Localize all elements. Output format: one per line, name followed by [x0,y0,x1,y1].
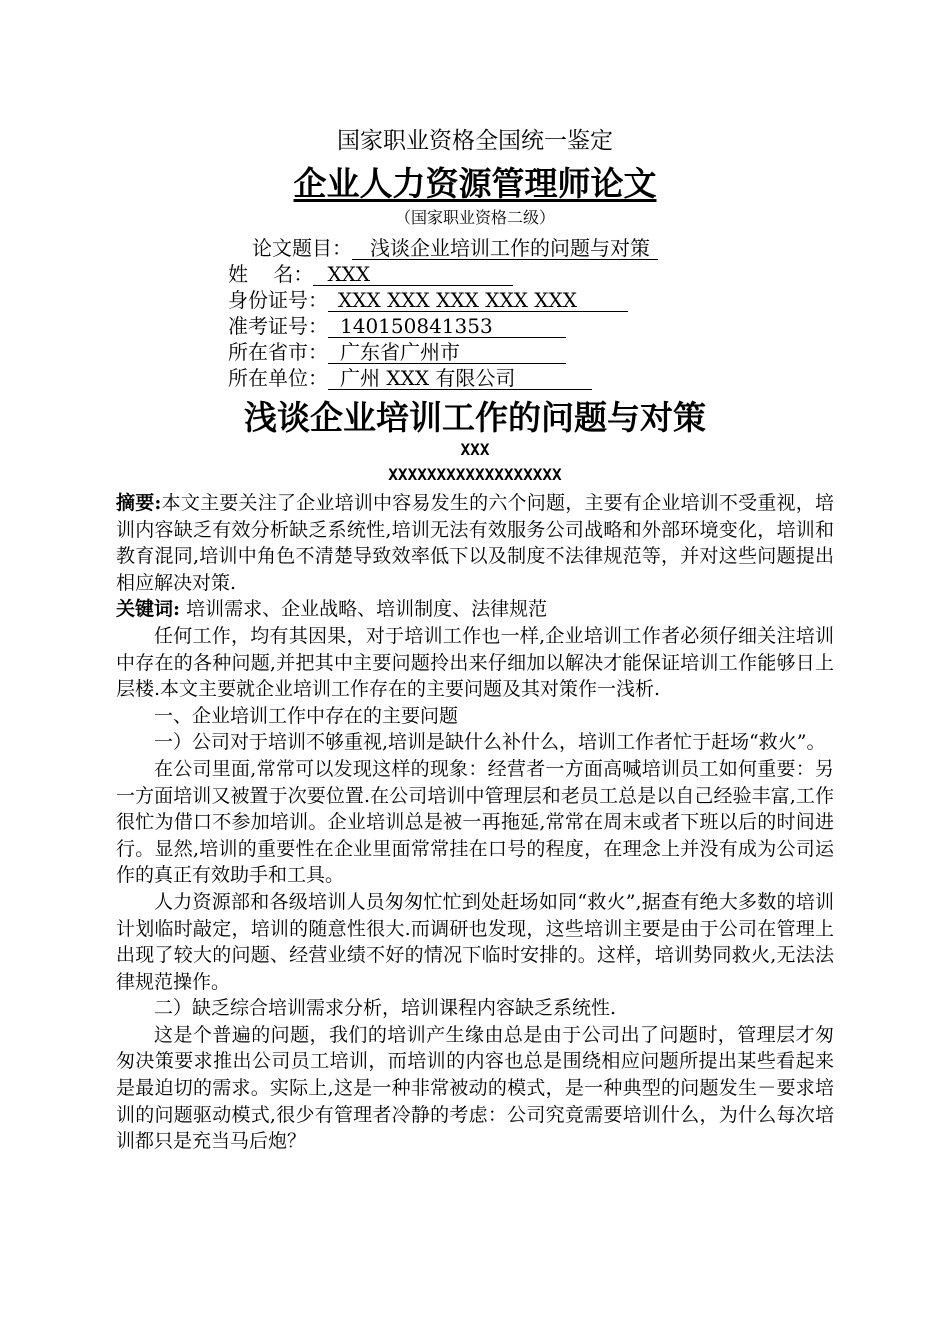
unit-value: 广州 XXX 有限公司 [328,367,592,390]
topic-field [252,232,658,261]
topic-label: 论文题目： [252,236,352,260]
exam-number-label: 准考证号： [228,314,328,338]
province-value: 广东省广州市 [328,341,566,364]
name-label: 姓 名： [228,262,314,286]
paragraph: 在公司里面,常常可以发现这样的现象：经营者一方面高喊培训员工如何重要：另一方面培训又被置于次要位置.在公司培训中管理层和老员工总是以自己经验丰富,工作很忙为借口不参加培训。企业培训总是被一再拖延,常常在周末或者下班以后的时间进行。显然,培训的重要性在企业里面常常挂在口号的程度，在理念上并没有成为公司运作的真正有效助手和工具。 [116,757,834,887]
name-value: XXX [313,263,513,286]
abstract-text: 本文主要关注了企业培训中容易发生的六个问题，主要有企业培训不受重视，培训内容缺乏有效分析缺乏系统性,培训无法有效服务公司战略和外部环境变化，培训和教育混同,培训中角色不清楚导致效率低下以及制度不法律规范等，并对这些问题提出相应解决对策. [116,492,834,594]
document-title-text: 企业人力资源管理师论文 [293,164,657,203]
paper-affiliation: XXXXXXXXXXXXXXXXXX [388,465,562,484]
section-heading-1: 一、企业培训工作中存在的主要问题 [154,704,459,727]
province-label: 所在省市： [228,340,328,364]
subsection-heading-1: 一）公司对于培训不够重视,培训是缺什么补什么，培训工作者忙于赶场“救火”。 [154,731,826,754]
abstract [116,490,834,596]
unit-field [228,362,592,391]
exam-number-value: 140150841353 [328,315,566,338]
id-number-label: 身份证号： [228,288,328,312]
paper-body [116,490,834,1155]
name-field [228,258,513,287]
id-number-field [228,284,628,313]
unit-label: 所在单位： [228,366,328,390]
exam-number-field [228,310,566,339]
paper-author: XXX [460,440,490,459]
province-field [228,336,566,365]
document-title [0,158,950,205]
keywords-label: 关键词: [116,598,181,621]
abstract-label: 摘要: [116,492,162,514]
paragraph: 人力资源部和各级培训人员匆匆忙忙到处赶场如同“救火”,据查有绝大多数的培训计划临时敲定，培训的随意性很大.而调研也发现，这些培训主要是由于公司在管理上出现了较大的问题、经营业绩不好的情况下临时安排的。这样，培训势同救火,无法法律规范操作。 [116,890,834,993]
id-number-value: XXX XXX XXX XXX XXX [328,289,628,312]
subsection-heading-2: 二）缺乏综合培训需求分析，培训课程内容缺乏系统性. [154,997,617,1020]
paragraph-intro: 任何工作，均有其因果，对于培训工作也一样,企业培训工作者必须仔细关注培训中存在的各种问题,并把其中主要问题拎出来仔细加以解决才能保证培训工作能够日上层楼.本文主要就企业培训工作存在的主要问题及其对策作一浅析. [116,624,834,701]
exam-heading: 国家职业资格全国统一鉴定 [337,128,613,154]
qualification-level: （国家职业资格二级） [394,208,555,227]
keywords-text: 培训需求、企业战略、培训制度、法律规范 [186,598,548,621]
topic-value: 浅谈企业培训工作的问题与对策 [352,237,658,260]
paper-title: 浅谈企业培训工作的问题与对策 [244,398,706,437]
paragraph: 这是个普遍的问题，我们的培训产生缘由总是由于公司出了问题时，管理层才匆匆决策要求推出公司员工培训，而培训的内容也总是围绕相应问题所提出某些看起来是最迫切的需求。实际上,这是一种非常被动的模式，是一种典型的问题发生－要求培训的问题驱动模式,很少有管理者冷静的考虑：公司究竟需要培训什么，为什么每次培训都只是充当马后炮？ [116,1023,834,1153]
keywords [116,596,834,623]
